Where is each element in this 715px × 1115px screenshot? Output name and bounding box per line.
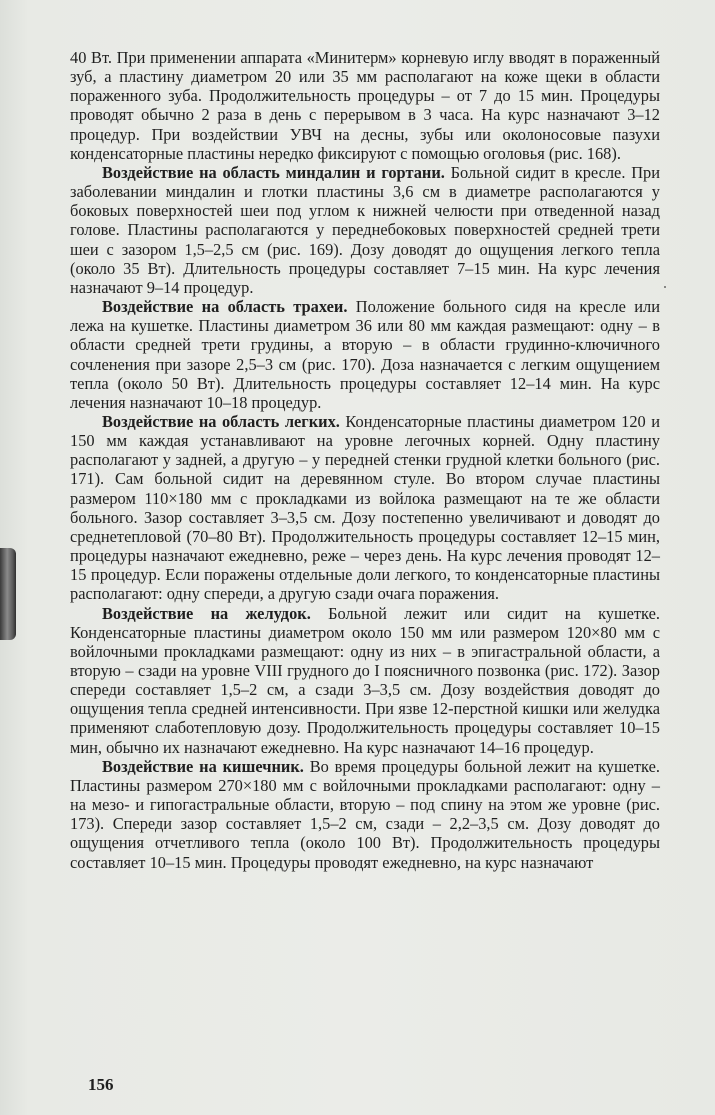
section-text: Больной сидит в кресле. При заболевании миндалин и глотки пластины 3,6 см в диаметре располагаются у боковых поверхностей шеи под углом к нижней челюсти при отведенной назад голове. Пластины располагаются у переднебоковых поверхностей средней трети шеи с зазором 1,5–2,5 см (рис. 169). Дозу доводят до ощущения легкого тепла (около 35 Вт). Длительность процедуры составляет 7–15 мин. На курс лечения назначают 9–14 процедур.	[70, 162, 660, 297]
page-number: 156	[88, 1075, 114, 1094]
section-heading: Воздействие на область трахеи.	[102, 297, 348, 317]
section-intestine	[70, 757, 660, 872]
section-stomach	[70, 604, 660, 757]
section-heading: Воздействие на область легких.	[102, 411, 340, 431]
section-tonsils-larynx	[70, 163, 660, 297]
section-text: Конденсаторные пластины диаметром 120 и 150 мм каждая устанавливают на уровне легочных корней. Одну пластину располагают у задней, а другую – у передней стенки грудной клетки больного (рис. 171). Сам больной сидит на деревянном стуле. Во втором случае пластины размером 110×180 мм с прокладками из войлока размещают на те же области больного. Зазор составляет 3–3,5 см. Дозу постепенно увеличивают и доводят до среднетепловой (70–80 Вт). Продолжительность процедуры составляет 12–15 мин, процедуры назначают ежедневно, реже – через день. На курс лечения проводят 12–15 процедур. Если поражены отдельные доли легкого, то конденсаторные пластины располагают: одну спереди, а другую сзади очага поражения.	[70, 411, 661, 604]
section-text: Во время процедуры больной лежит на кушетке. Пластины размером 270×180 мм с войлочными прокладками располагают: одну – на мезо- и гипогастральные области, вторую – под спину на этом же уровне (рис. 173). Спереди зазор составляет 1,5–2 см, сзади – 2,2–3,5 см. Дозу доводят до ощущения отчетливого тепла (около 100 Вт). Продолжительность процедуры составляет 10–15 мин. Процедуры проводят ежедневно, на курс назначают	[70, 756, 660, 872]
binding-clip	[0, 548, 16, 640]
section-heading: Воздействие на желудок.	[102, 603, 311, 623]
section-trachea	[70, 297, 660, 412]
section-heading: Воздействие на область миндалин и гортани.	[102, 162, 445, 182]
page-speck	[664, 286, 666, 288]
section-text: Больной лежит или сидит на кушетке. Конденсаторные пластины диаметром около 150 мм или размером 120×80 мм с войлочными прокладками размещают: одну из них – в эпигастральной области, а вторую – сзади на уровне VIII грудного до I поясничного позвонка (рис. 172). Зазор спереди составляет 1,5–2 см, а сзади 3–3,5 см. Дозу воздействия доводят до ощущения тепла средней интенсивности. При язве 12-перстной кишки или желудка применяют слаботепловую дозу. Продолжительность процедуры составляет 10–15 мин, обычно их назначают ежедневно. На курс назначают 14–16 процедур.	[70, 603, 660, 757]
section-heading: Воздействие на кишечник.	[102, 756, 304, 776]
intro-paragraph: 40 Вт. При применении аппарата «Минитерм» корневую иглу вводят в пораженный зуб, а пластину диаметром 20 или 35 мм располагают на коже щеки в области пораженного зуба. Продолжительность процедуры – от 7 до 15 мин. Процедуры проводят обычно 2 раза в день с перерывом в 3 часа. На курс назначают 3–12 процедур. При воздействии УВЧ на десны, зубы или околоносовые пазухи конденсаторные пластины нередко фиксируют с помощью оголовья (рис. 168).	[70, 48, 660, 163]
section-lungs	[70, 412, 660, 604]
body-text	[70, 48, 660, 872]
section-text: Положение больного сидя на кресле или лежа на кушетке. Пластины диаметром 36 или 80 мм каждая размещают: одну – в области средней трети грудины, а вторую – в области грудинно-ключичного сочленения при зазоре 2,5–3 см (рис. 170). Доза назначается с легким ощущением тепла (около 50 Вт). Длительность процедуры составляет 12–14 мин. На курс лечения назначают 10–18 процедур.	[70, 297, 660, 412]
